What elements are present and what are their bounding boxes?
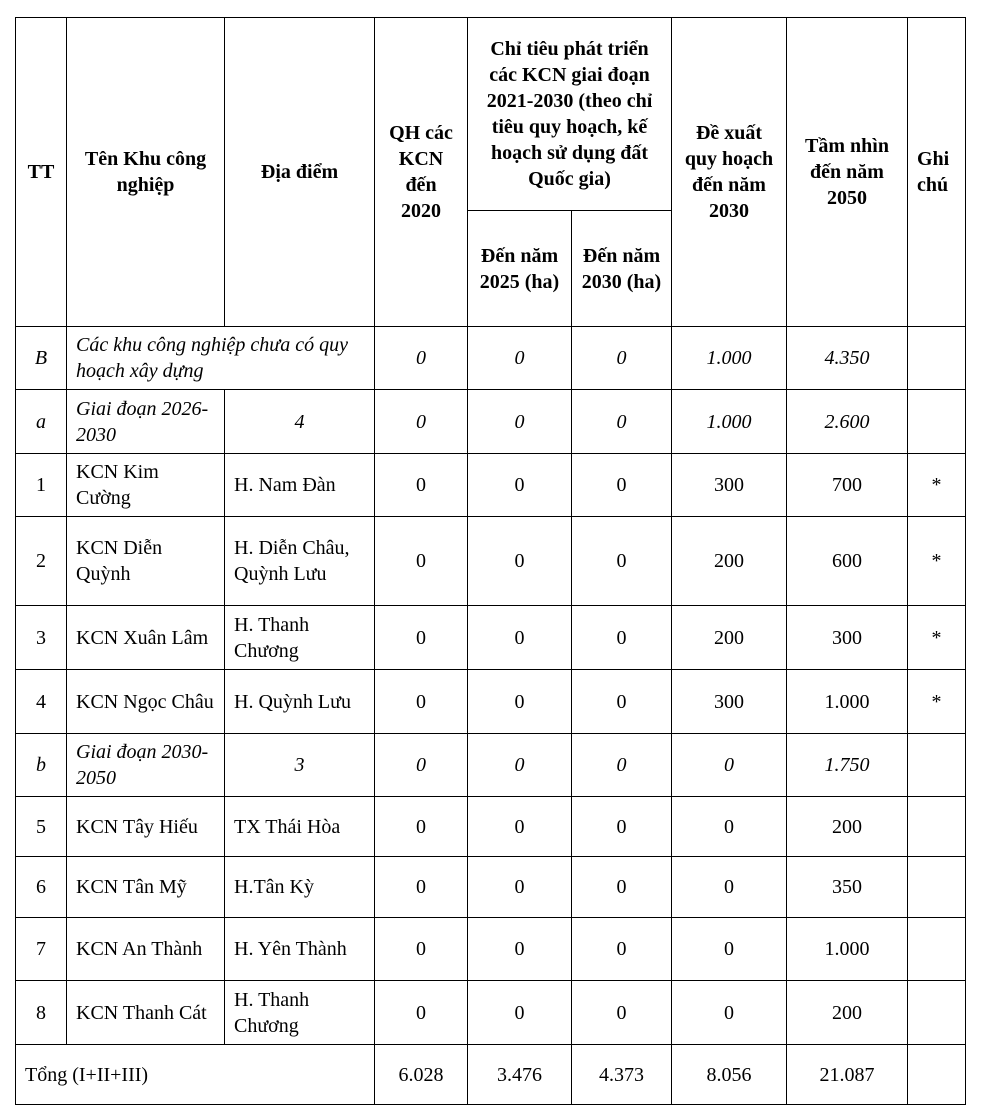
row-proposal2030: 300: [672, 670, 787, 734]
group-name: Giai đoạn 2030-2050: [67, 734, 225, 797]
row-to2025: 0: [468, 454, 572, 517]
row-vision2050: 300: [787, 606, 908, 670]
total-note: [908, 1045, 966, 1105]
total-to2025: 3.476: [468, 1045, 572, 1105]
row-to2025: 0: [468, 797, 572, 857]
row-qh2020: 0: [375, 670, 468, 734]
row-tt: 2: [16, 517, 67, 606]
table-row: [16, 606, 966, 670]
header-to2030: Đến năm 2030 (ha): [572, 211, 672, 327]
row-name: KCN Tây Hiếu: [67, 797, 225, 857]
group-to2025: 0: [468, 734, 572, 797]
row-name: KCN Ngọc Châu: [67, 670, 225, 734]
row-tt: 6: [16, 857, 67, 918]
row-qh2020: 0: [375, 517, 468, 606]
group-proposal2030: 1.000: [672, 390, 787, 454]
row-to2025: 0: [468, 670, 572, 734]
row-vision2050: 200: [787, 797, 908, 857]
row-to2025: 0: [468, 918, 572, 981]
table-row: [16, 670, 966, 734]
table-row: [16, 918, 966, 981]
row-name: KCN Xuân Lâm: [67, 606, 225, 670]
row-qh2020: 0: [375, 857, 468, 918]
section-to2025: 0: [468, 327, 572, 390]
group-to2025: 0: [468, 390, 572, 454]
group-row: [16, 734, 966, 797]
group-count: 3: [225, 734, 375, 797]
row-vision2050: 1.000: [787, 670, 908, 734]
group-to2030: 0: [572, 734, 672, 797]
group-to2030: 0: [572, 390, 672, 454]
header-qh2020: QH các KCN đến 2020: [375, 18, 468, 327]
row-vision2050: 1.000: [787, 918, 908, 981]
row-note: *: [908, 454, 966, 517]
header-note: Ghi chú: [908, 18, 966, 327]
section-to2030: 0: [572, 327, 672, 390]
header-vision2050: Tầm nhìn đến năm 2050: [787, 18, 908, 327]
row-note: *: [908, 517, 966, 606]
row-to2030: 0: [572, 797, 672, 857]
total-row: [16, 1045, 966, 1105]
row-qh2020: 0: [375, 918, 468, 981]
row-note: [908, 857, 966, 918]
row-to2025: 0: [468, 981, 572, 1045]
row-name: KCN Thanh Cát: [67, 981, 225, 1045]
row-proposal2030: 0: [672, 981, 787, 1045]
row-name: KCN An Thành: [67, 918, 225, 981]
header-to2025: Đến năm 2025 (ha): [468, 211, 572, 327]
table-row: [16, 857, 966, 918]
section-proposal2030: 1.000: [672, 327, 787, 390]
row-note: *: [908, 606, 966, 670]
row-location: H.Tân Kỳ: [225, 857, 375, 918]
row-to2025: 0: [468, 517, 572, 606]
row-to2025: 0: [468, 857, 572, 918]
group-note: [908, 390, 966, 454]
row-to2030: 0: [572, 606, 672, 670]
row-vision2050: 700: [787, 454, 908, 517]
row-proposal2030: 300: [672, 454, 787, 517]
row-qh2020: 0: [375, 797, 468, 857]
total-to2030: 4.373: [572, 1045, 672, 1105]
group-row: [16, 390, 966, 454]
row-to2030: 0: [572, 454, 672, 517]
row-vision2050: 200: [787, 981, 908, 1045]
row-to2030: 0: [572, 517, 672, 606]
section-tt: B: [16, 327, 67, 390]
table-row: [16, 517, 966, 606]
section-qh2020: 0: [375, 327, 468, 390]
group-qh2020: 0: [375, 390, 468, 454]
group-note: [908, 734, 966, 797]
header-tt: TT: [16, 18, 67, 327]
row-note: [908, 918, 966, 981]
section-name: Các khu công nghiệp chưa có quy hoạch xây dựng: [67, 327, 375, 390]
group-vision2050: 1.750: [787, 734, 908, 797]
row-note: *: [908, 670, 966, 734]
kcn-table: [15, 17, 966, 1105]
row-tt: 7: [16, 918, 67, 981]
row-location: H. Nam Đàn: [225, 454, 375, 517]
row-name: KCN Tân Mỹ: [67, 857, 225, 918]
row-to2025: 0: [468, 606, 572, 670]
row-location: H. Quỳnh Lưu: [225, 670, 375, 734]
row-tt: 3: [16, 606, 67, 670]
row-to2030: 0: [572, 981, 672, 1045]
row-location: H. Thanh Chương: [225, 981, 375, 1045]
row-name: KCN Diễn Quỳnh: [67, 517, 225, 606]
group-qh2020: 0: [375, 734, 468, 797]
row-note: [908, 797, 966, 857]
header-target-group: Chỉ tiêu phát triển các KCN giai đoạn 2021-2030 (theo chỉ tiêu quy hoạch, kế hoạch sử dụng đất Quốc gia): [468, 18, 672, 211]
table-row: [16, 797, 966, 857]
row-qh2020: 0: [375, 606, 468, 670]
row-name: KCN Kim Cường: [67, 454, 225, 517]
row-proposal2030: 0: [672, 857, 787, 918]
section-note: [908, 327, 966, 390]
row-proposal2030: 0: [672, 797, 787, 857]
row-to2030: 0: [572, 857, 672, 918]
total-label: Tổng (I+II+III): [16, 1045, 375, 1105]
table-row: [16, 454, 966, 517]
group-proposal2030: 0: [672, 734, 787, 797]
row-tt: 8: [16, 981, 67, 1045]
row-qh2020: 0: [375, 981, 468, 1045]
row-tt: 5: [16, 797, 67, 857]
row-proposal2030: 200: [672, 606, 787, 670]
row-note: [908, 981, 966, 1045]
row-proposal2030: 200: [672, 517, 787, 606]
section-vision2050: 4.350: [787, 327, 908, 390]
header-name: Tên Khu công nghiệp: [67, 18, 225, 327]
group-vision2050: 2.600: [787, 390, 908, 454]
row-location: H. Yên Thành: [225, 918, 375, 981]
section-row: [16, 327, 966, 390]
group-count: 4: [225, 390, 375, 454]
total-qh2020: 6.028: [375, 1045, 468, 1105]
row-location: H. Diễn Châu, Quỳnh Lưu: [225, 517, 375, 606]
total-vision2050: 21.087: [787, 1045, 908, 1105]
group-tt: a: [16, 390, 67, 454]
row-to2030: 0: [572, 670, 672, 734]
row-tt: 1: [16, 454, 67, 517]
row-proposal2030: 0: [672, 918, 787, 981]
table-row: [16, 981, 966, 1045]
total-proposal2030: 8.056: [672, 1045, 787, 1105]
row-tt: 4: [16, 670, 67, 734]
row-qh2020: 0: [375, 454, 468, 517]
row-location: TX Thái Hòa: [225, 797, 375, 857]
row-location: H. Thanh Chương: [225, 606, 375, 670]
row-to2030: 0: [572, 918, 672, 981]
row-vision2050: 600: [787, 517, 908, 606]
group-tt: b: [16, 734, 67, 797]
header-location: Địa điểm: [225, 18, 375, 327]
group-name: Giai đoạn 2026-2030: [67, 390, 225, 454]
row-vision2050: 350: [787, 857, 908, 918]
header-proposal2030: Đề xuất quy hoạch đến năm 2030: [672, 18, 787, 327]
